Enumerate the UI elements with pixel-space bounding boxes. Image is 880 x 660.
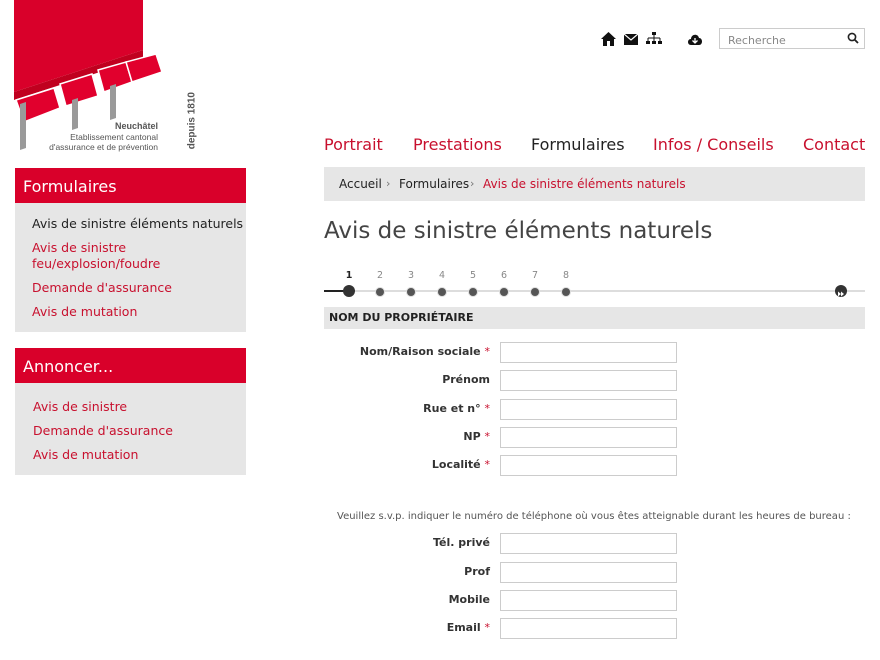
step-dot[interactable] [437, 287, 447, 297]
np-input[interactable] [500, 427, 677, 448]
breadcrumb-formulaires[interactable]: Formulaires [399, 177, 470, 191]
sidebar-item-demande-assurance[interactable]: Demande d'assurance [32, 280, 172, 295]
sidebar-formulaires-title: Formulaires [15, 168, 246, 203]
logo-since: depuis 1810 [186, 92, 197, 150]
search-icon[interactable] [847, 32, 859, 44]
step-dot[interactable] [406, 287, 416, 297]
step-dot[interactable] [561, 287, 571, 297]
required-mark: * [484, 402, 490, 415]
logo-city: Neuchâtel [114, 121, 158, 131]
field-label-text: Email [446, 621, 481, 634]
fast-forward-icon [835, 288, 847, 300]
logo-line1: Etablissement cantonal [70, 132, 158, 142]
field-label-text: Localité [431, 458, 481, 471]
tel-prive-input[interactable] [500, 533, 677, 554]
field-label-text: Rue et n° [423, 402, 481, 415]
field-label-text: Prénom [442, 373, 490, 386]
sidebar-item-avis-sinistre[interactable]: Avis de sinistre [33, 399, 128, 414]
step-number: 8 [562, 270, 570, 281]
sitemap-icon[interactable] [646, 31, 662, 47]
step-dot[interactable] [499, 287, 509, 297]
sidebar-formulaires [15, 168, 246, 332]
phone-instruction: Veuillez s.v.p. indiquer le numéro de téléphone où vous êtes atteignable durant les heures de bureau : [337, 511, 851, 522]
field-label-mobile [322, 593, 490, 606]
search-input[interactable] [720, 31, 848, 50]
required-mark: * [484, 430, 490, 443]
section-header-proprietaire: NOM DU PROPRIÉTAIRE [324, 307, 865, 329]
field-label-localite [322, 458, 490, 471]
step-number: 5 [469, 270, 477, 281]
localite-input[interactable] [500, 455, 677, 476]
ecap-logo[interactable] [14, 0, 197, 160]
breadcrumb-separator: › [386, 177, 391, 190]
sidebar-annoncer [15, 348, 246, 475]
step-number: 6 [500, 270, 508, 281]
step-number: 3 [407, 270, 415, 281]
breadcrumb [324, 167, 865, 201]
sidebar-item-avis-mutation-2[interactable]: Avis de mutation [33, 447, 139, 462]
field-label-text: Nom/Raison sociale [359, 345, 481, 358]
logo-line2: d'assurance et de prévention [49, 142, 158, 152]
step-number: 7 [531, 270, 539, 281]
breadcrumb-current: Avis de sinistre éléments naturels [483, 177, 686, 191]
mail-icon[interactable] [623, 31, 639, 47]
step-number: 2 [376, 270, 384, 281]
nav-portrait[interactable]: Portrait [324, 135, 383, 154]
step-number: 1 [345, 270, 353, 281]
field-label-text: NP [463, 430, 481, 443]
sidebar-item-avis-elements-naturels[interactable]: Avis de sinistre éléments naturels [32, 216, 244, 231]
search-box [719, 28, 865, 49]
mobile-input[interactable] [500, 590, 677, 611]
field-label-prof [322, 565, 490, 578]
nav-infos-conseils[interactable]: Infos / Conseils [653, 135, 774, 154]
field-label-rue [322, 402, 490, 415]
field-label-np [322, 430, 490, 443]
nav-prestations[interactable]: Prestations [413, 135, 502, 154]
field-label-text: Mobile [448, 593, 490, 606]
sidebar-item-avis-mutation[interactable]: Avis de mutation [32, 304, 138, 319]
field-label-nom [322, 345, 490, 358]
required-mark: * [484, 345, 490, 358]
nav-contact[interactable]: Contact [803, 135, 866, 154]
sidebar-item-avis-feu[interactable]: Avis de sinistre feu/explosion/foudre [32, 240, 161, 271]
nom-raison-sociale-input[interactable] [500, 342, 677, 363]
step-dot[interactable] [530, 287, 540, 297]
page-title: Avis de sinistre éléments naturels [324, 218, 713, 244]
step-number: 4 [438, 270, 446, 281]
email-input[interactable] [500, 618, 677, 639]
required-mark: * [484, 458, 490, 471]
field-label-tel-prive [322, 536, 490, 549]
step-dot-current[interactable] [343, 285, 355, 297]
cloud-download-icon[interactable] [687, 31, 703, 47]
breadcrumb-accueil[interactable]: Accueil [339, 177, 382, 191]
rue-input[interactable] [500, 399, 677, 420]
required-mark: * [484, 621, 490, 634]
sidebar-item-demande-assurance-2[interactable]: Demande d'assurance [33, 423, 173, 438]
field-label-prenom [322, 373, 490, 386]
tel-prof-input[interactable] [500, 562, 677, 583]
nav-formulaires[interactable]: Formulaires [531, 135, 625, 154]
step-last-button[interactable] [835, 285, 847, 297]
step-dot[interactable] [375, 287, 385, 297]
sidebar-annoncer-title: Annoncer... [15, 348, 246, 383]
field-label-text: Prof [464, 565, 490, 578]
step-dot[interactable] [468, 287, 478, 297]
breadcrumb-separator: › [470, 177, 475, 190]
prenom-input[interactable] [500, 370, 677, 391]
home-icon[interactable] [600, 31, 616, 47]
field-label-email [322, 621, 490, 634]
field-label-text: Tél. privé [433, 536, 490, 549]
logo-wordmark [40, 104, 42, 105]
